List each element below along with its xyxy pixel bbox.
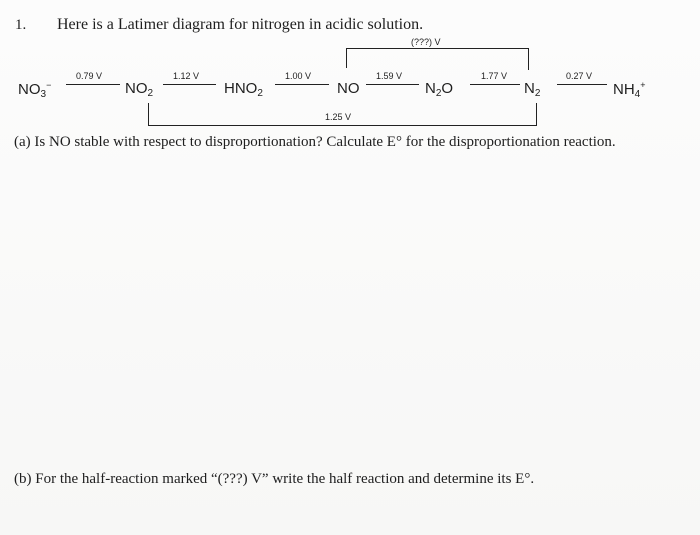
species-dinitrogen: $N_2$ [524,80,541,99]
potential-no3-no2: 0.79 V [76,71,103,81]
part-b-question: (b) For the half-reaction marked “(???) V” write the half reaction and determine its E°. [14,471,535,487]
species-nitrous-acid: $HNO_2$ [224,80,263,99]
species-nitrogen-dioxide: $NO_2$ [125,80,154,99]
arrow-line-5 [470,84,520,85]
arrow-line-4 [366,84,419,85]
species-nitric-oxide: NO [337,80,360,97]
bottom-bracket-label: 1.25 V [325,112,352,122]
potential-no-n2o: 1.59 V [376,71,403,81]
top-bracket-left-leg [346,48,347,68]
species-nitrous-oxide: $N_2O$ [425,80,454,99]
bottom-bracket-left-leg [148,103,149,126]
potential-hno2-no: 1.00 V [285,71,312,81]
potential-no2-hno2: 1.12 V [173,71,200,81]
arrow-line-3 [275,84,329,85]
question-number: 1. [15,17,27,33]
top-bracket-label: (???) V [411,37,441,47]
top-bracket-bar [346,48,529,49]
bottom-bracket-bar [148,125,537,126]
arrow-line-6 [557,84,607,85]
question-intro: Here is a Latimer diagram for nitrogen in acidic solution. [57,16,424,33]
answer-space [12,160,682,460]
bottom-bracket-right-leg [536,103,537,126]
species-nitrate: $NO_3^-$ [18,80,52,100]
potential-n2o-n2: 1.77 V [481,71,508,81]
arrow-line-1 [66,84,120,85]
potential-n2-nh4: 0.27 V [566,71,593,81]
arrow-line-2 [163,84,216,85]
top-bracket-right-leg [528,48,529,70]
part-a-question: (a) Is NO stable with respect to disproportionation? Calculate E° for the disproportionation reaction. [14,134,616,150]
species-ammonium: $NH_4^+$ [613,80,646,100]
